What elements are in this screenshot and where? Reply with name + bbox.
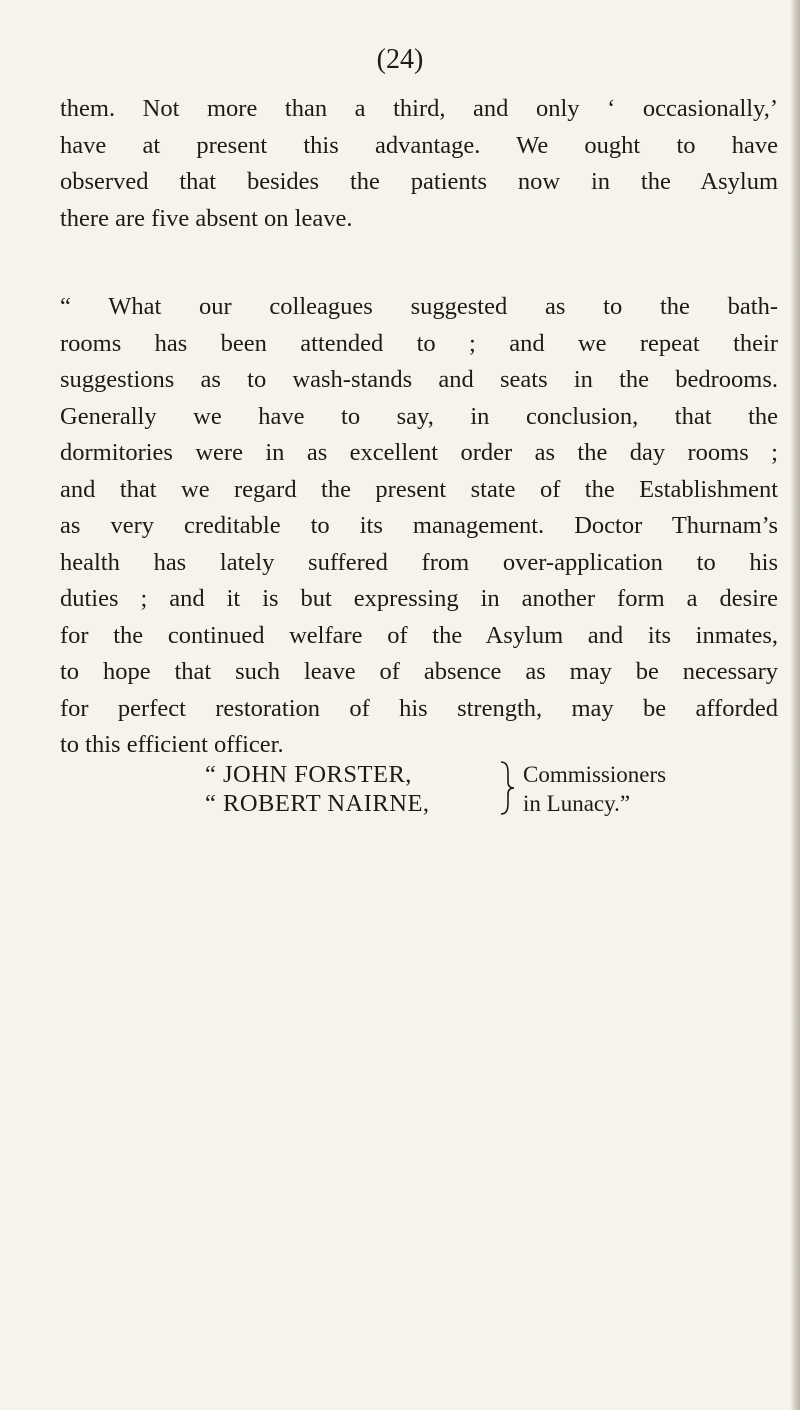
paragraph-2 bbox=[60, 289, 778, 764]
signatory-names bbox=[205, 760, 430, 818]
text-line: suggestions as to wash-stands and seats in the bedrooms. bbox=[60, 366, 778, 393]
text-line: observed that besides the patients now in the Asylum bbox=[60, 168, 778, 195]
text-line: to this efficient officer. bbox=[60, 731, 284, 758]
right-brace-icon bbox=[498, 758, 518, 818]
signatory-name: “ ROBERT NAIRNE, bbox=[205, 790, 430, 817]
text-line: Generally we have to say, in conclusion, that the bbox=[60, 402, 778, 430]
text-line: dormitories were in as excellent order as the day rooms ; bbox=[60, 439, 778, 466]
role-line: Commissioners bbox=[523, 762, 667, 787]
signatory-role bbox=[523, 760, 666, 818]
page-edge-shadow bbox=[790, 0, 800, 1410]
role-line: in Lunacy.” bbox=[523, 791, 631, 816]
text-line: rooms has been attended to ; and we repeat their bbox=[60, 329, 778, 357]
text-line: “ What our colleagues suggested as to the bath- bbox=[60, 293, 778, 320]
paragraph-1 bbox=[60, 91, 778, 237]
text-line: them. Not more than a third, and only ‘ occasionally,’ bbox=[60, 95, 778, 122]
text-line: there are five absent on leave. bbox=[60, 204, 353, 232]
page-number: (24) bbox=[376, 44, 424, 75]
text-line: for the continued welfare of the Asylum and its inmates, bbox=[60, 621, 778, 649]
text-line: as very creditable to its management. Doctor Thurnam’s bbox=[60, 512, 778, 539]
text-line: duties ; and it is but expressing in another form a desire bbox=[60, 585, 778, 612]
text-line: health has lately suffered from over-application to his bbox=[60, 548, 778, 576]
text-line: to hope that such leave of absence as may be necessary bbox=[60, 658, 778, 685]
text-line: have at present this advantage. We ought to have bbox=[60, 131, 778, 159]
text-line: for perfect restoration of his strength, may be afforded bbox=[60, 694, 778, 722]
signatory-name: “ JOHN FORSTER, bbox=[205, 761, 412, 788]
text-line: and that we regard the present state of the Establishment bbox=[60, 475, 778, 503]
